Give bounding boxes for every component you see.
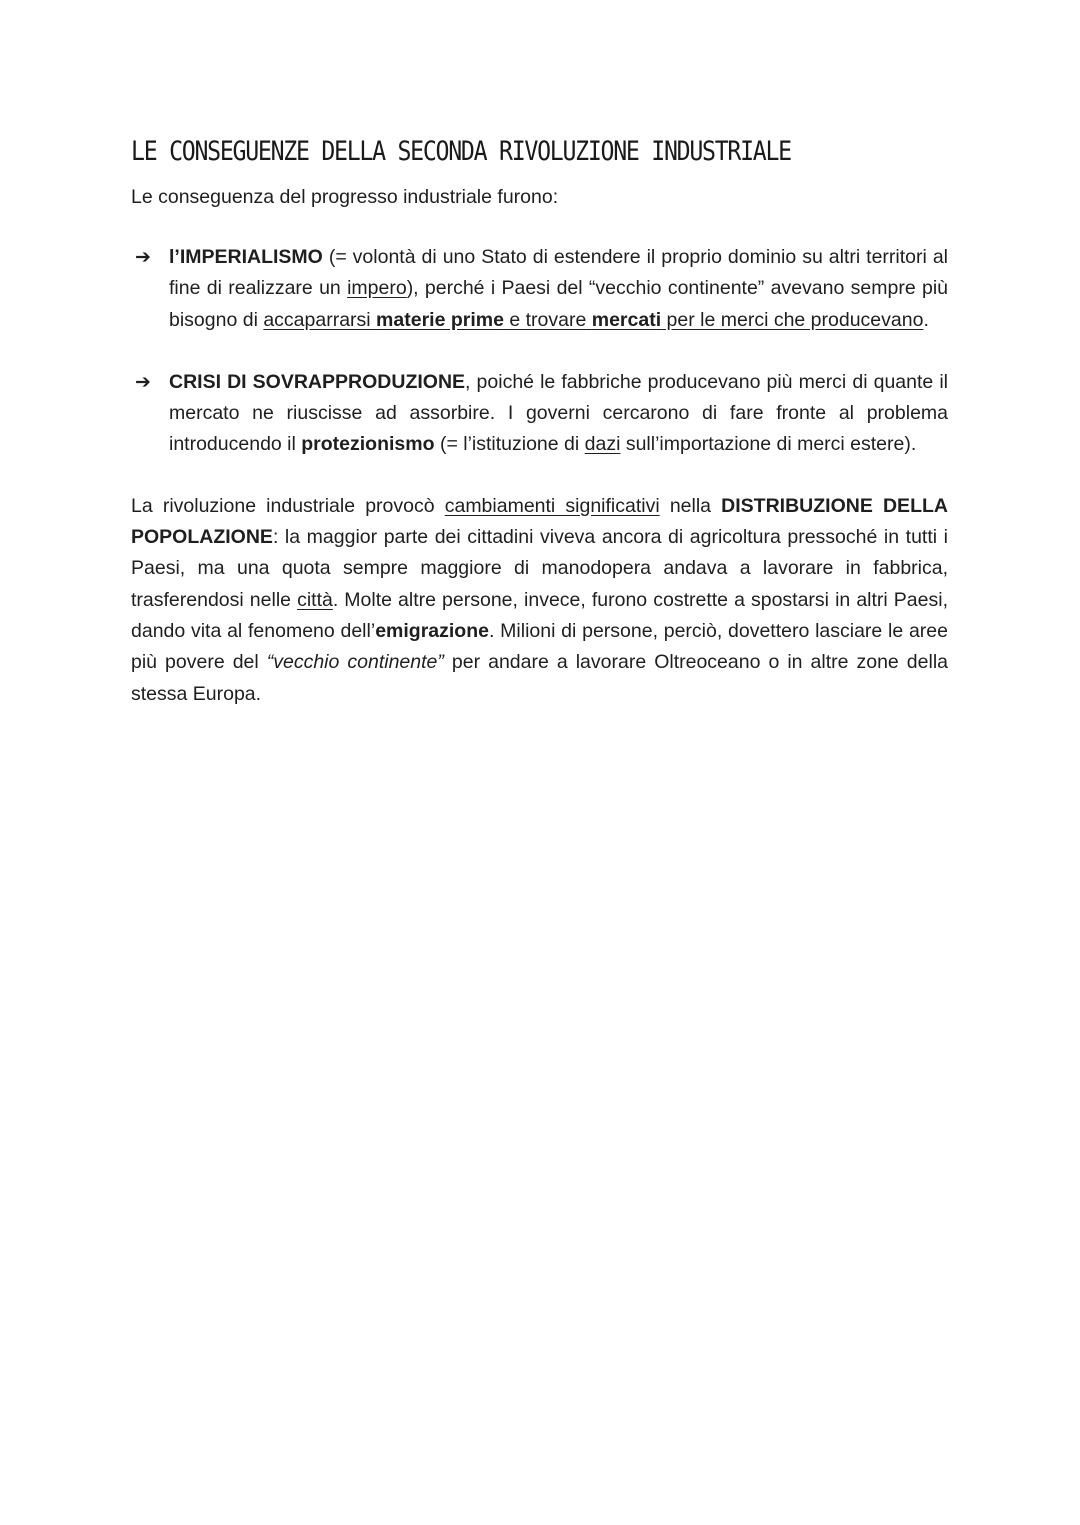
intro-text: Le conseguenza del progresso industriale furono: [131,186,559,208]
term-crisi: CRISI DI SOVRAPPRODUZIONE [169,370,466,393]
list-item-sovrapproduzione: ➔ CRISI DI SOVRAPPRODUZIONE, poiché le fabbriche producevano più merci di quante il mercato ne riuscisse ad assorbire. I governi cercarono di fare fronte al problema introducendo il protezionismo (= l’istituzione di dazi sull’importazione di merci estere). [131,367,948,461]
consequences-list [131,242,948,461]
arrow-right-icon: ➔ [135,371,151,393]
document-page [131,132,948,710]
page-title: LE CONSEGUENZE DELLA SECONDA RIVOLUZIONE INDUSTRIALE [131,136,791,167]
term-imperialismo: l’IMPERIALISMO [169,246,323,268]
body-paragraph: La rivoluzione industriale provocò cambiamenti significativi nella DISTRIBUZIONE DELLA POPOLAZIONE: la maggior parte dei cittadini viveva ancora di agricoltura pressoché in tutti i Paesi, ma una quota sempre maggiore di manodopera andava a lavorare in fabbrica, trasferendosi nelle città. Molte altre persone, invece, furono costrette a spostarsi in altri Paesi, dando vita al fenomeno dell’emigrazione. Milioni di persone, perciò, dovettero lasciare le aree più povere del “vecchio continente” per andare a lavorare Oltreoceano o in altre zone della stessa Europa. [131,494,949,705]
arrow-right-icon: ➔ [135,247,151,268]
list-item-imperialismo: ➔ l’IMPERIALISMO (= volontà di uno Stato di estendere il proprio dominio su altri territori al fine di realizzare un impero), perché i Paesi del “vecchio continente” avevano sempre più bisogno di accaparrarsi materie prime e trovare mercati per le merci che producevano. [131,242,948,336]
